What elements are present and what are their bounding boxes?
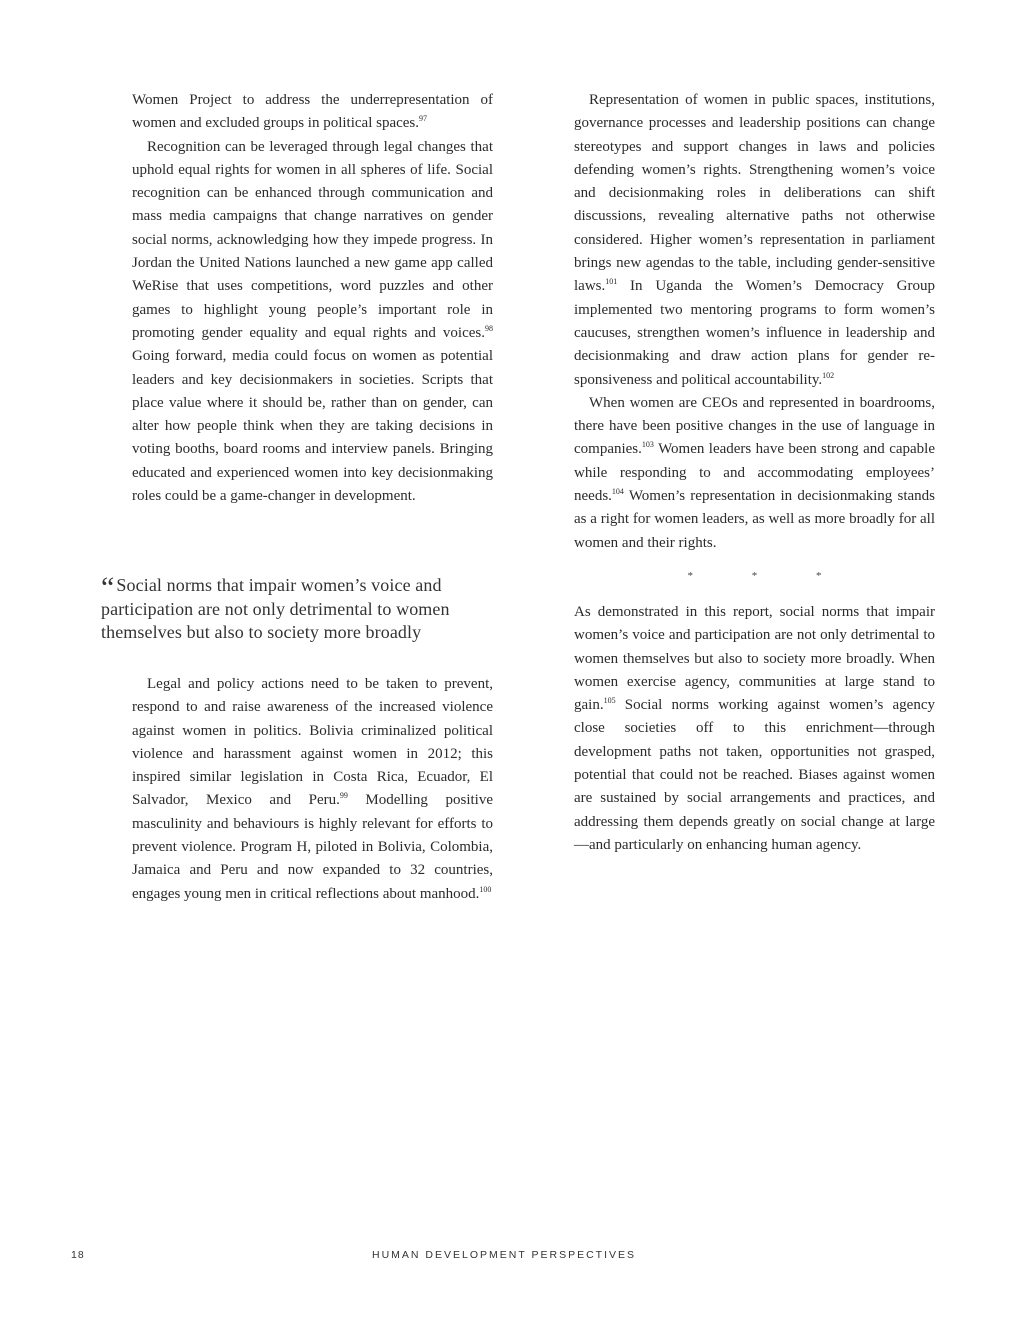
paragraph: Legal and policy actions need to be taken to prevent, respond to and raise awareness of the increased violence against women in politics. Bolivia criminalized political violence and harassment against women in 2012; this inspired similar legislation in Costa Rica, Ecuador, El Salvador, Mexico and Peru.$^{99}$ Modelling positive masculinity and behaviours is highly relevant for efforts to prevent violence. Program H, piloted in Bolivia, Colombia, Jamaica and Peru and now expanded to 32 countries, engages young men in critical reflections about manhood.$^{100}$	[132, 676, 493, 902]
footnote-ref[interactable]: 104	[611, 487, 624, 497]
right-column	[574, 89, 935, 857]
left-column-lower	[132, 673, 493, 906]
quote-mark-icon: “	[101, 571, 115, 604]
left-column	[132, 89, 493, 508]
footnote-ref[interactable]: 105	[603, 696, 616, 706]
pull-quote-text: Social norms that impair women’s voice and participation are not only detrimental to women themselves but also to society more broadly	[101, 575, 450, 642]
paragraph: Recognition can be leveraged through legal changes that uphold equal rights for women in all spheres of life. Social recognition can be enhanced through communication and mass media campaigns that change narratives on gender social norms, acknowledging how they impede progress. In Jordan the United Nations launched a new game app called WeRise that uses competitions, word puzzles and other games to highlight young people’s important role in promoting gender equality and equal rights and voices.$^{98}$ Going forward, media could focus on women as potential leaders and key decisionmakers in societies. Scripts that place value where it should be, rather than on gender, can alter how people think when they are taking decisions in voting booths, board rooms and interview panels. Bringing educated and experienced women into key decisionmaking roles could be a game-changer in development.	[132, 138, 493, 505]
paragraph: Women Project to address the underrepresentation of women and excluded groups in political spaces.$^{97}$	[132, 92, 493, 132]
paragraph: When women are CEOs and represented in boardrooms, there have been positive changes in the use of language in companies.$^{103}$ Women leaders have been strong and capable while responding to and accommodating employees’ needs.$^{104}$ Women’s representation in decisionmaking stands as a right for women leaders, as well as more broadly for all women and their rights.	[574, 394, 935, 551]
pull-quote	[101, 571, 501, 645]
footnote-ref[interactable]: 98	[485, 323, 493, 333]
footnote-ref[interactable]: 97	[419, 114, 428, 124]
footnote-ref[interactable]: 101	[605, 277, 618, 287]
running-title: HUMAN DEVELOPMENT PERSPECTIVES	[371, 1249, 637, 1261]
footnote-ref[interactable]: 99	[339, 791, 348, 801]
footnote-ref[interactable]: 103	[641, 440, 654, 450]
page-number: 18	[71, 1249, 85, 1261]
paragraph: Representation of women in public spaces, institutions, governance processes and leadership positions can change stereotypes and support changes in laws and policies defending women’s rights. Strengthening women’s voice and decisionmaking roles in deliberations can shift discussions, revealing alternative paths not otherwise considered. Higher women’s representation in parliament brings new agendas to the table, including gender-sensitive laws.$^{101}$ In Uganda the Women’s Democracy Group implemented two mentoring programs to form women’s caucuses, strengthen women’s influence in leadership and decisionmaking and draw action plans for gender responsiveness and political accountability.$^{102}$	[574, 92, 935, 388]
footnote-ref[interactable]: 100	[479, 884, 492, 894]
paragraph: As demonstrated in this report, social norms that impair women’s voice and participation are not only detrimental to women themselves but also to society more broadly. When women exercise agency, communities at large stand to gain.$^{105}$ Social norms working against women’s agency close societies off to this enrichment—through development paths not taken, opportunities not grasped, potential that could not be reached. Biases against women are sustained by social arrangements and practices, and addressing them depends greatly on social change at large—and particularly on enhancing human agency.	[574, 603, 935, 853]
section-separator: * * *	[687, 569, 850, 582]
footnote-ref[interactable]: 102	[822, 370, 835, 380]
